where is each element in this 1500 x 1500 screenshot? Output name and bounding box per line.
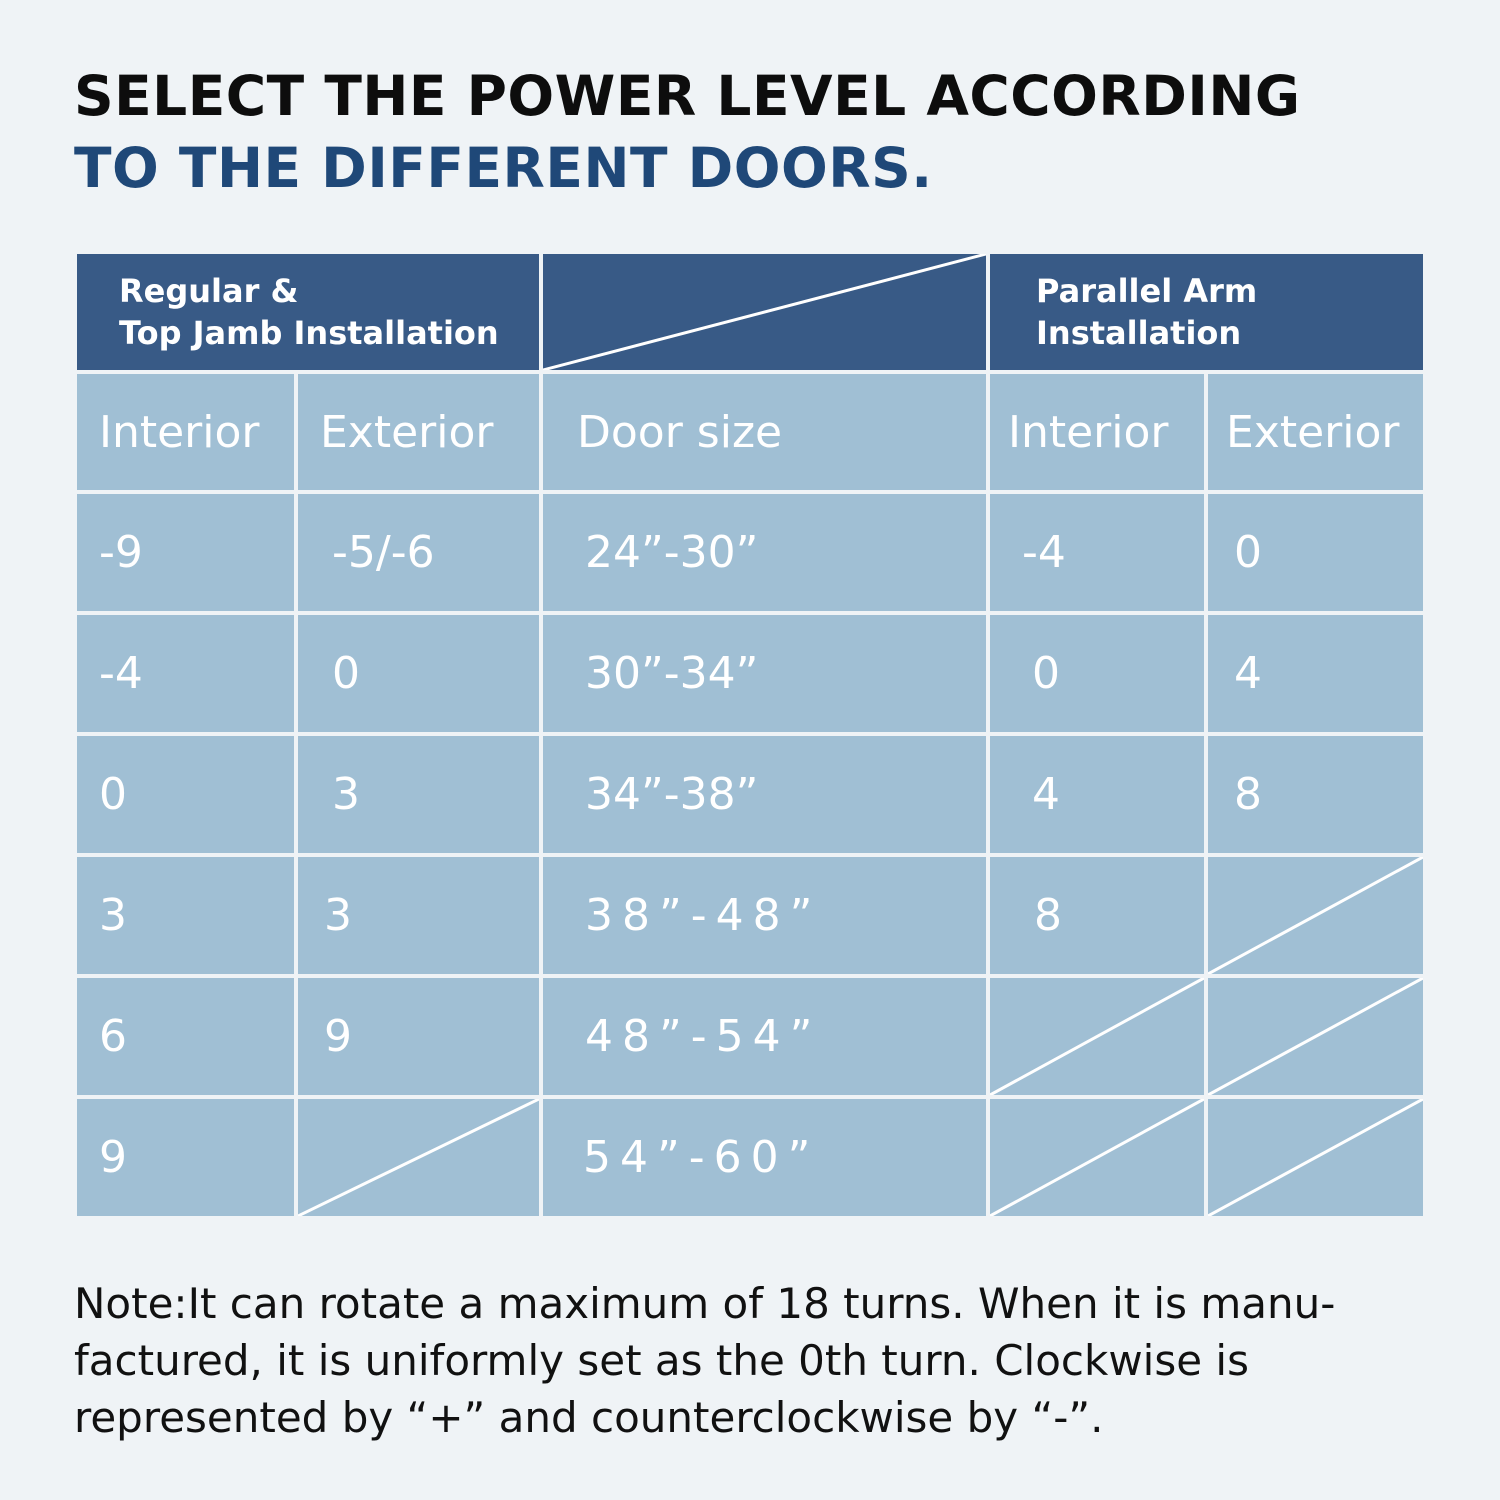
table-row-4-door-size (543, 857, 986, 974)
column-header-interior-label: Interior (99, 406, 260, 458)
header-regular-line-1: Regular & (119, 272, 299, 310)
header-blank-diagonal (543, 254, 986, 370)
cell-value: 4 (1234, 648, 1262, 699)
cell-value: -4 (1022, 527, 1066, 578)
cell-value: 0 (1234, 527, 1262, 578)
table-row-3-interior (77, 736, 294, 853)
column-header-interior (77, 374, 294, 490)
column-header-pa-exterior (1208, 374, 1423, 490)
diagonal-slash-empty (990, 978, 1204, 1095)
diagonal-slash-header (543, 254, 986, 370)
table-row-1-exterior (298, 494, 539, 611)
table-row-6-pa-exterior (1208, 1099, 1423, 1216)
table-row-2-pa-interior (990, 615, 1204, 732)
header-parallel-arm (990, 254, 1423, 370)
cell-value: 3 (324, 890, 352, 941)
cell-value: 3 (332, 769, 360, 820)
table-row-3-pa-exterior (1208, 736, 1423, 853)
column-header-pa-interior (990, 374, 1204, 490)
column-header-pa-interior-label: Interior (1008, 406, 1169, 458)
title-line-1: SELECT THE POWER LEVEL ACCORDING (74, 64, 1301, 128)
header-parallel-line-2: Installation (1036, 314, 1242, 352)
title-line-2: TO THE DIFFERENT DOORS. (74, 136, 933, 200)
column-header-door-size (543, 374, 986, 490)
table-row-5-door-size (543, 978, 986, 1095)
column-header-pa-exterior-label: Exterior (1226, 406, 1400, 458)
cell-value: 8 (1234, 769, 1262, 820)
table-row-6-exterior (298, 1099, 539, 1216)
table-row-5-interior (77, 978, 294, 1095)
diagonal-slash-empty (298, 1099, 539, 1216)
table-row-1-interior (77, 494, 294, 611)
diagonal-slash-empty (990, 1099, 1204, 1216)
table-row-2-door-size (543, 615, 986, 732)
diagonal-slash-empty (1208, 857, 1423, 974)
table-row-1-pa-exterior (1208, 494, 1423, 611)
table-row-2-interior (77, 615, 294, 732)
header-parallel-line-1: Parallel Arm (1036, 272, 1258, 310)
note-text: Note:It can rotate a maximum of 18 turns. When it is manu-factured, it is uniformly set as the 0th turn. Clockwise is represented by “+” and counterclockwise by “-”. (74, 1279, 1336, 1442)
cell-value: 3 (99, 890, 127, 941)
table-row-5-pa-interior (990, 978, 1204, 1095)
cell-value: 30”-34” (585, 648, 759, 699)
table-row-4-pa-interior (990, 857, 1204, 974)
cell-value: -9 (99, 527, 143, 578)
cell-value: 0 (1032, 648, 1060, 699)
diagonal-slash-empty (1208, 1099, 1423, 1216)
cell-value: 54”-60” (583, 1132, 820, 1183)
table-row-3-door-size (543, 736, 986, 853)
diagonal-slash-empty (1208, 978, 1423, 1095)
table-row-5-exterior (298, 978, 539, 1095)
table-row-6-pa-interior (990, 1099, 1204, 1216)
table-row-4-interior (77, 857, 294, 974)
cell-value: 24”-30” (585, 527, 759, 578)
column-header-exterior-label: Exterior (320, 406, 494, 458)
column-header-exterior (298, 374, 539, 490)
table-row-3-pa-interior (990, 736, 1204, 853)
table-row-4-pa-exterior (1208, 857, 1423, 974)
table-row-5-pa-exterior (1208, 978, 1423, 1095)
table-row-6-interior (77, 1099, 294, 1216)
cell-value: 38”-48” (585, 890, 822, 941)
table-row-1-pa-interior (990, 494, 1204, 611)
table-row-6-door-size (543, 1099, 986, 1216)
column-header-door-size-label: Door size (577, 406, 783, 458)
table-row-2-pa-exterior (1208, 615, 1423, 732)
cell-value: 8 (1034, 890, 1062, 941)
table-row-3-exterior (298, 736, 539, 853)
cell-value: 34”-38” (585, 769, 759, 820)
header-regular-top-jamb (77, 254, 539, 370)
cell-value: 6 (99, 1011, 127, 1062)
cell-value: 48”-54” (585, 1011, 822, 1062)
cell-value: 0 (99, 769, 127, 820)
cell-value: -5/-6 (332, 527, 435, 578)
cell-value: -4 (99, 648, 143, 699)
table-row-2-exterior (298, 615, 539, 732)
table-row-4-exterior (298, 857, 539, 974)
cell-value: 4 (1032, 769, 1060, 820)
table-row-1-door-size (543, 494, 986, 611)
cell-value: 9 (99, 1132, 127, 1183)
cell-value: 9 (324, 1011, 352, 1062)
header-regular-line-2: Top Jamb Installation (119, 314, 499, 352)
cell-value: 0 (332, 648, 360, 699)
